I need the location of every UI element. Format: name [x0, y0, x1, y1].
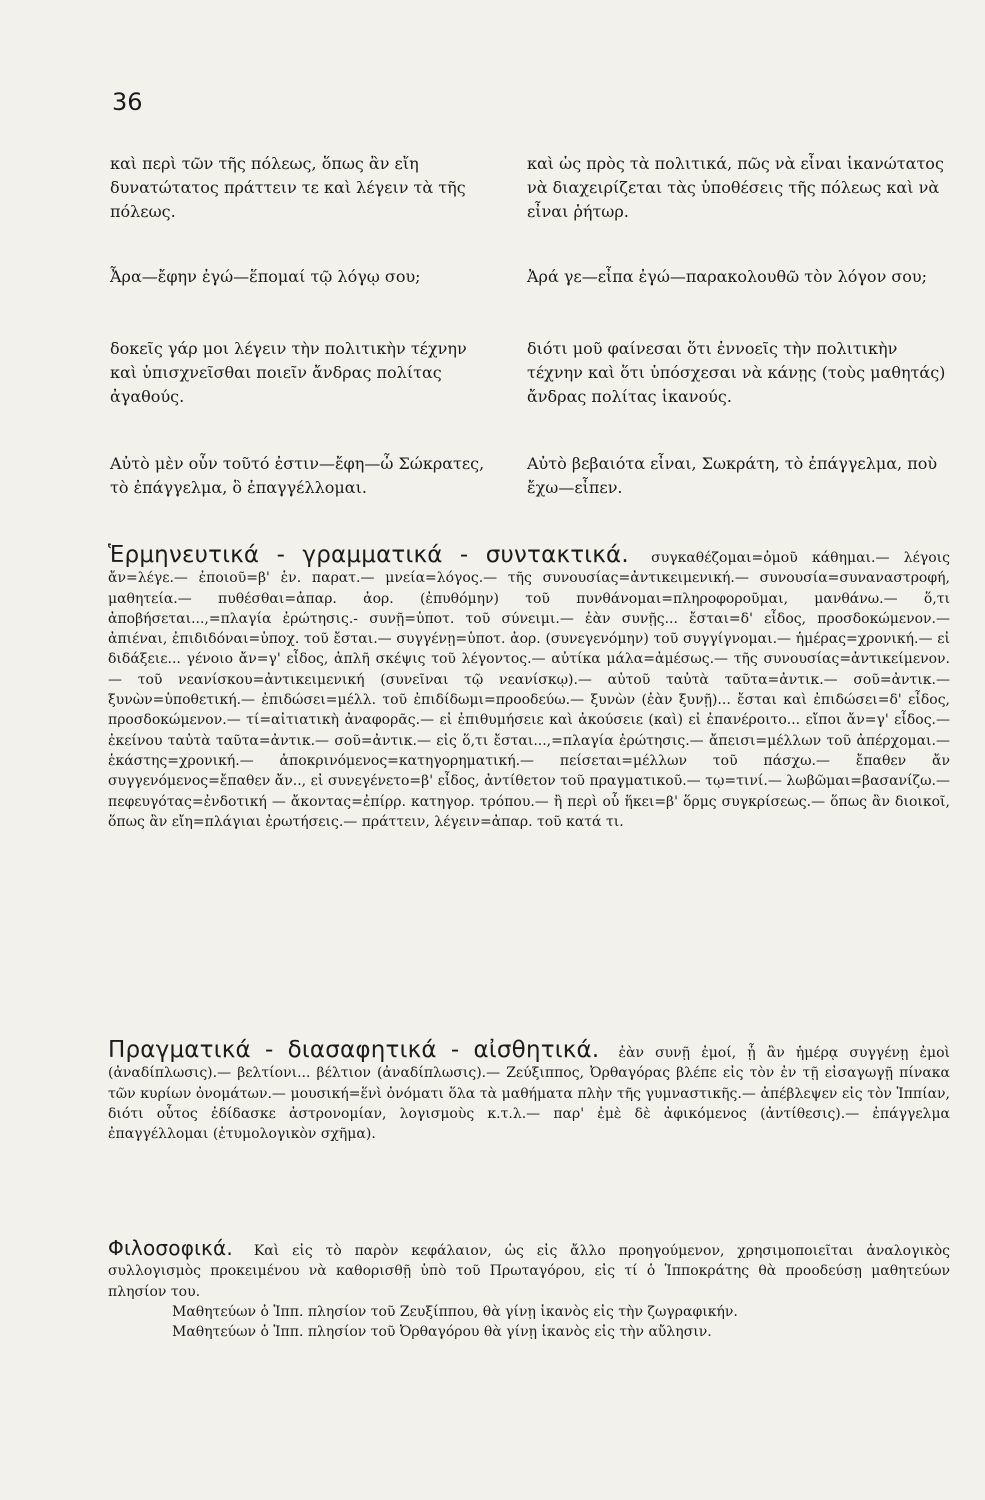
- section-heading: Φιλοσοφικά.: [108, 1236, 233, 1260]
- parallel-row: [110, 452, 955, 500]
- parallel-row: [110, 337, 955, 409]
- section-body: ἐὰν συνῇ ἐμοί, ᾗ ἂν ἡμέρᾳ συγγένῃ ἐμοὶ (ἀναδίπλωσις).— βελτίονι... βέλτιον (ἀναδίπλωσις).— Ζεύξιππος, Ὀρθαγόρας βλέπε εἰς τὸν ἐν τῇ εἰσαγωγῇ πίνακα τῶν κυρίων ὀνομάτων.— μουσική=ἕνὶ ὀνόματι ὅλα τὰ μαθήματα πλὴν τῆς γυμναστικῆς.— ἀπέβλεψεν εἰς τὸν Ἱππίαν, διότι οὗτος ἐδίδασκε ἀστρονομίαν, λογισμοὺς κ.τ.λ.— παρ' ἐμὲ δὲ ἀφικόμενος (ἀντίθεσις).— ἐπάγγελμα ἐπαγγέλλομαι (ἐτυμολογικὸν σχῆμα).: [108, 1045, 950, 1143]
- section-heading: Ἑρμηνευτικά - γραμματικά - συντακτικά.: [108, 542, 629, 568]
- section-body: συγκαθέζομαι=ὁμοῦ κάθημαι.— λέγοις ἄν=λέγε.— ἐποιοῦ=β' ἑν. παρατ.— μνεία=λόγος.— τῆς συνουσίας=ἀντικειμενική.— συνουσία=συναναστροφή, μαθητεία.— πυθέσθαι=ἀπαρ. ἀορ. (ἐπυθόμην) τοῦ πυνθάνομαι=πληροφοροῦμαι, μανθάνω.— ὅ,τι ἀποβήσεται...,=πλαγία ἐρώτησις.- συνῇ=ὑποτ. τοῦ σύνειμι.— ἐὰν συνῇς... ἔσται=δ' εἶδος, προσδοκώμενον.— ἀπιέναι, ἐπιδιδόναι=ὑποχ. τοῦ ἔσται.— συγγένῃ=ὑποτ. ἀορ. (συνεγενόμην) τοῦ συγγίγνομαι.— ἡμέρας=χρονική.— εἰ διδάξειε... γένοιο ἄν=γ' εἶδος, ἁπλῆ σκέψις τοῦ λέγοντος.— αὐτίκα μάλα=ἀμέσως.— τῆς συνουσίας=ἀντικείμενον.— τοῦ νεανίσκου=ἀντικειμενική (συνεῖναι τῷ νεανίσκῳ).— αὐτοῦ ταὐτὰ ταῦτα=ἀντικ.— σοῦ=ἀντικ.— ξυνὼν=ὑποθετική.— ἐπιδώσει=μέλλ. τοῦ ἐπιδίδωμι=προοδεύω.— ξυνὼν (ἐὰν ξυνῇ)... ἔσται καὶ ἐπιδώσει=δ' εἶδος, προσδοκώμενον.— τί=αἰτιατικὴ ἀναφορᾶς.— εἰ ἐπιθυμήσειε καὶ ἀκούσειε (καὶ) εἰ ἐπανέροιτο... εἴποι ἄν=γ' εἶδος.— ἐκείνου ταὐτὰ ταῦτα=ἀντικ.— σοῦ=ἀντικ.— εἰς ὅ,τι ἔσται...,=πλαγία ἐρώτησις.— ἄπεισι=μέλλων τοῦ ἀπέρχομαι.— ἑκάστης=χρονική.— ἀποκρινόμενος=κατηγορηματική.— πείσεται=μέλλων τοῦ πάσχω.— ἔπαθεν ἄν συγγενόμενος=ἔπαθεν ἄν.., εἰ συνεγένετο=β' εἶδος, ἀντίθετον τοῦ πραγματικοῦ.— τῳ=τινί.— λωβῶμαι=βασανίζω.— πεφευγότας=ἐνδοτική — ἄκοντας=ἐπίρρ. κατηγορ. τρόπου.— ἢ περὶ οὗ ἥκει=β' ὅρμς συγκρίσεως.— ὅπως ἂν διοικοῖ, ὅπως ἂν εἴη=πλάγιαι ἐρωτήσεις.— πράττειν, λέγειν=ἀπαρ. τοῦ κατά τι.: [108, 550, 950, 830]
- ancient-text: Ἆρα—ἔφην ἐγώ—ἕπομαί τῷ λόγῳ σου;: [110, 267, 421, 286]
- section-factual: [108, 1037, 950, 1144]
- page-number: 36: [112, 88, 143, 116]
- section-grammar: [108, 542, 950, 832]
- section-line: Μαθητεύων ὁ Ἱππ. πλησίον τοῦ Ὀρθαγόρου θὰ γίνῃ ἱκανὸς εἰς τὴν αὔλησιν.: [172, 1324, 712, 1341]
- ancient-text: δοκεῖς γάρ μοι λέγειν τὴν πολιτικὴν τέχνην καὶ ὑπισχνεῖσθαι ποιεῖν ἄνδρας πολίτας ἀγαθούς.: [110, 339, 467, 406]
- translation-text: Αὐτὸ βεβαιότα εἶναι, Σωκράτη, τὸ ἐπάγγελμα, ποὺ ἔχω—εἶπεν.: [527, 454, 938, 497]
- translation-text: καὶ ὡς πρὸς τὰ πολιτικά, πῶς νὰ εἶναι ἱκανώτατος νὰ διαχειρίζεται τὰς ὑποθέσεις τῆς πόλεως καὶ νὰ εἶναι ῥήτωρ.: [527, 154, 944, 221]
- ancient-text: Αὐτὸ μὲν οὖν τοῦτό ἐστιν—ἔφη—ὦ Σώκρατες, τὸ ἐπάγγελμα, ὃ ἐπαγγέλλομαι.: [110, 454, 485, 497]
- section-line: Μαθητεύων ὁ Ἱππ. πλησίον τοῦ Ζευξίππου, θὰ γίνῃ ἱκανὸς εἰς τὴν ζωγραφικήν.: [172, 1303, 738, 1320]
- section-body: Καὶ εἰς τὸ παρὸν κεφάλαιον, ὡς εἰς ἄλλο προηγούμενον, χρησιμοποιεῖται ἀναλογικὸς συλλογισμὸς προκειμένου νὰ καθορισθῇ ὑπὸ τοῦ Πρωταγόρου, εἰς τί ὁ Ἱπποκράτης θὰ προοδεύσῃ μαθητεύων πλησίον του.: [108, 1243, 950, 1300]
- parallel-row: [110, 152, 955, 224]
- section-philosophical: [108, 1238, 950, 1342]
- translation-text: διότι μοῦ φαίνεσαι ὅτι ἐννοεῖς τὴν πολιτικὴν τέχνην καὶ ὅτι ὑπόσχεσαι νὰ κάνῃς (τοὺς μαθητάς) ἄνδρας πολίτας ἱκανούς.: [527, 339, 946, 406]
- translation-text: Ἀρά γε—εἶπα ἐγώ—παρακολουθῶ τὸν λόγον σου;: [527, 267, 928, 286]
- parallel-row: [110, 265, 955, 289]
- ancient-text: καὶ περὶ τῶν τῆς πόλεως, ὅπως ἂν εἴη δυνατώτατος πράττειν τε καὶ λέγειν τὰ τῆς πόλεως.: [110, 154, 466, 221]
- section-heading: Πραγματικά - διασαφητικά - αἰσθητικά.: [108, 1037, 600, 1063]
